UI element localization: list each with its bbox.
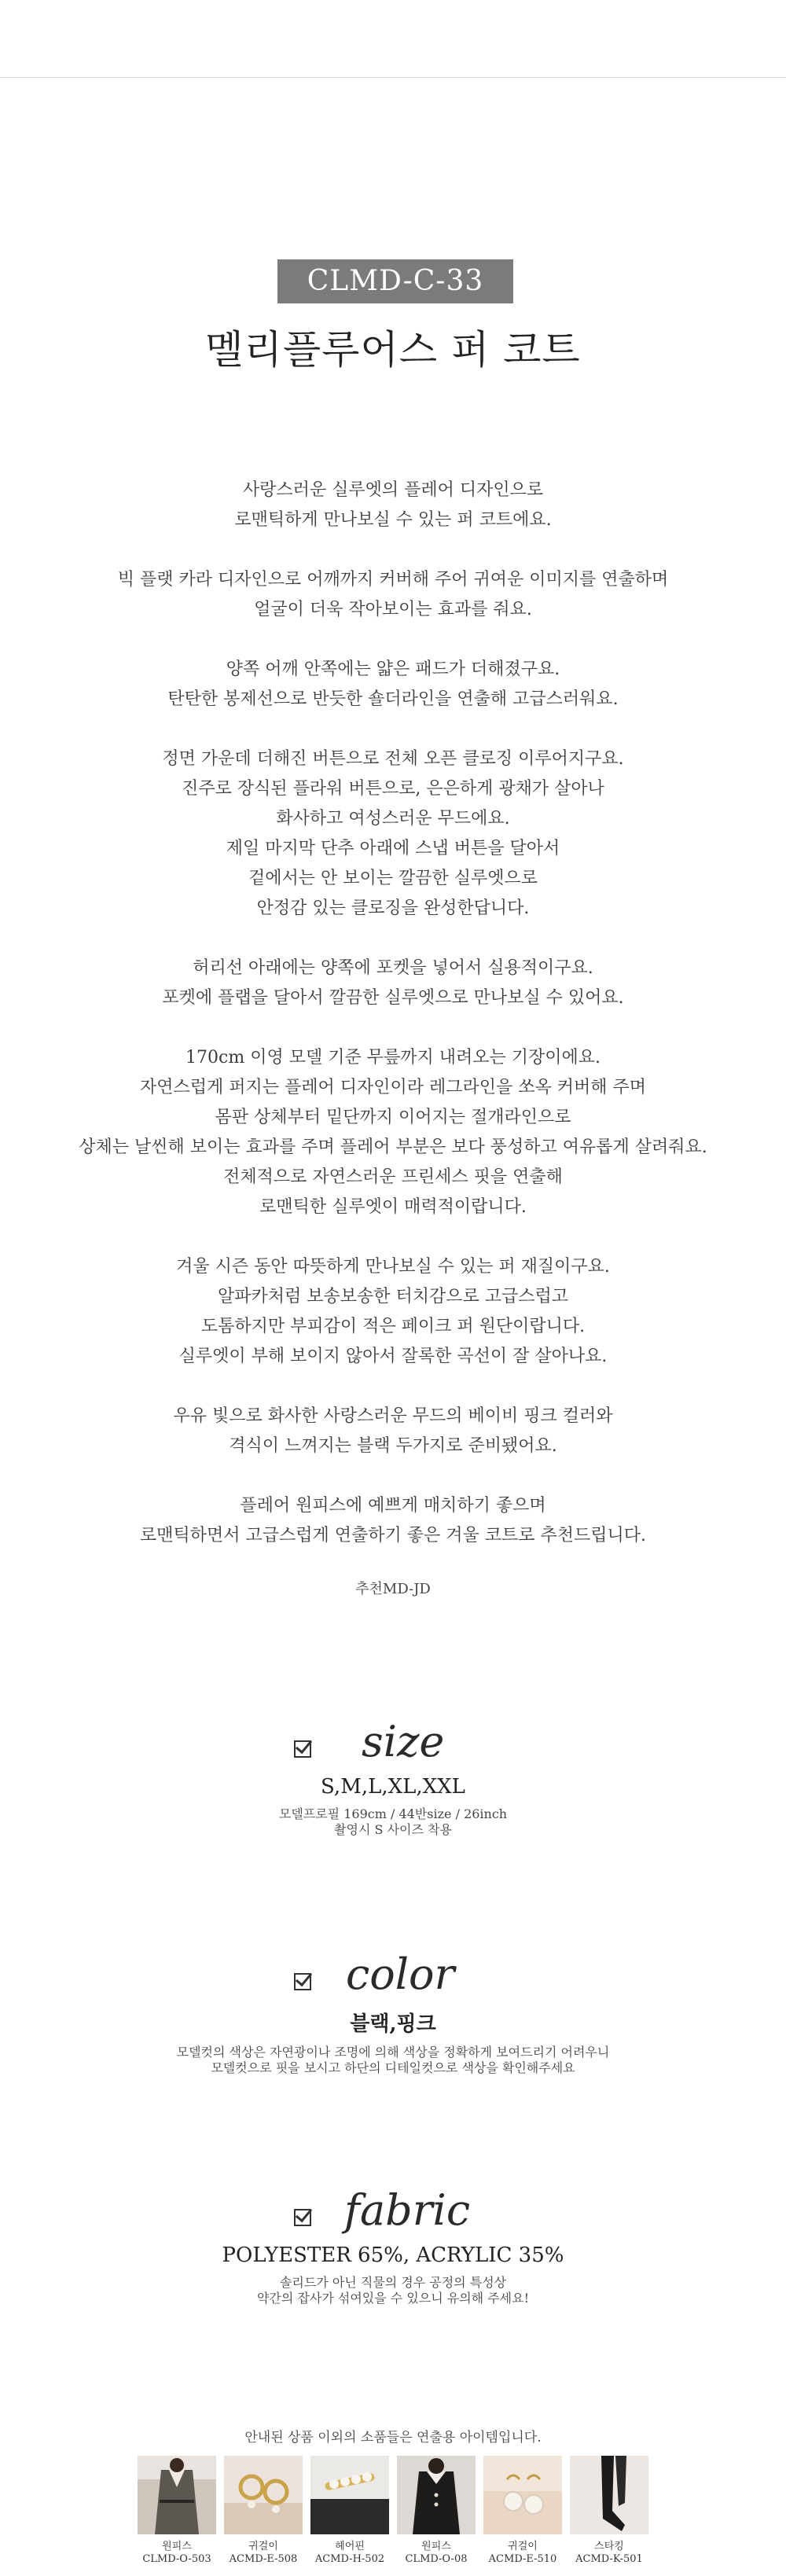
related-item[interactable] — [397, 2456, 476, 2566]
description-paragraph — [0, 655, 786, 715]
top-divider — [0, 77, 786, 78]
description-paragraph — [0, 954, 786, 1013]
description-line: 허리선 아래에는 양쪽에 포켓을 넣어서 실용적이구요. — [193, 958, 593, 978]
size-note: 모델프로필 169cm / 44반size / 26inch — [278, 1806, 508, 1821]
fabric-value: POLYESTER 65%, ACRYLIC 35% — [222, 2243, 564, 2267]
description-line: 포켓에 플랩을 달아서 깔끔한 실루엣으로 만나보실 수 있어요. — [162, 988, 624, 1008]
description-line: 플레어 원피스에 예쁘게 매치하기 좋으며 — [240, 1496, 546, 1516]
fabric-section — [0, 2182, 786, 2306]
fabric-note: 솔리드가 아닌 직물의 경우 공정의 특성상 — [279, 2275, 507, 2290]
description-line: 우유 빛으로 화사한 사랑스러운 무드의 베이비 핑크 컬러와 — [173, 1406, 613, 1426]
description-paragraph — [0, 1491, 786, 1551]
description-line: 알파카처럼 보송보송한 터치감으로 고급스럽고 — [217, 1287, 569, 1306]
pearl-earrings-photo-icon[interactable] — [483, 2456, 562, 2534]
description-paragraph — [0, 1043, 786, 1222]
description-paragraph — [0, 1402, 786, 1461]
props-notice: 안내된 상품 이외의 소품들은 연출용 아이템입니다. — [244, 2430, 542, 2446]
description-line: 양쪽 어깨 안쪽에는 얇은 패드가 더해졌구요. — [226, 660, 560, 679]
related-item[interactable] — [483, 2456, 562, 2566]
description-line: 탄탄한 봉제선으로 반듯한 숄더라인을 연출해 고급스러워요. — [167, 689, 619, 709]
hairpin-photo-icon[interactable] — [310, 2456, 389, 2534]
description-line: 안정감 있는 클로징을 완성한답니다. — [256, 898, 530, 918]
related-item[interactable] — [570, 2456, 648, 2566]
color-value: 블랙,핑크 — [350, 2012, 436, 2036]
color-section — [0, 1946, 786, 2076]
stockings-photo-icon[interactable] — [570, 2456, 648, 2534]
description-paragraph — [0, 1252, 786, 1372]
item-category: 귀걸이 — [508, 2541, 538, 2552]
description-line: 전체적으로 자연스러운 프린세스 핏을 연출해 — [223, 1167, 563, 1187]
description-paragraph — [0, 744, 786, 924]
description-line: 빅 플랫 카라 디자인으로 어깨까지 커버해 주어 귀여운 이미지를 연출하며 — [117, 570, 669, 590]
size-section — [0, 1714, 786, 1838]
related-item[interactable] — [310, 2456, 389, 2566]
description-line: 몸판 상체부터 밑단까지 이어지는 절개라인으로 — [215, 1108, 571, 1127]
description-line: 로맨틱하면서 고급스럽게 연출하기 좋은 겨울 코트로 추천드립니다. — [139, 1526, 646, 1545]
size-note: 촬영시 S 사이즈 착용 — [334, 1822, 452, 1837]
color-label: color — [346, 1949, 455, 1999]
fabric-label: fabric — [344, 2185, 471, 2235]
description-line: 170cm 이영 모델 기준 무릎까지 내려오는 기장이에요. — [185, 1048, 601, 1068]
description-line: 상체는 날씬해 보이는 효과를 주며 플레어 부분은 보다 풍성하고 여유롭게 살려줘요. — [79, 1137, 707, 1157]
description-paragraph — [0, 476, 786, 535]
checkbox-icon — [294, 1973, 311, 1990]
description-line: 격식이 느껴지는 블랙 두가지로 준비됐어요. — [229, 1436, 557, 1456]
item-code: ACMD-E-510 — [488, 2553, 557, 2565]
color-note: 모델컷의 색상은 자연광이나 조명에 의해 색상을 정확하게 보여드리기 어려우니 — [176, 2045, 610, 2060]
description-line: 제일 마지막 단추 아래에 스냅 버튼을 달아서 — [226, 839, 560, 858]
related-item[interactable] — [224, 2456, 303, 2566]
description-line: 도톰하지만 부피감이 적은 페이크 퍼 원단이랍니다. — [200, 1317, 586, 1336]
md-signature: 추천MD-JD — [355, 1581, 431, 1597]
description-line: 사랑스러운 실루엣의 플레어 디자인으로 — [242, 480, 544, 500]
description-line: 실루엣이 부해 보이지 않아서 잘록한 곡선이 잘 살아나요. — [178, 1347, 608, 1366]
tweed-dress-photo-icon[interactable] — [138, 2456, 216, 2534]
product-title: 멜리플루어스 퍼 코트 — [205, 327, 581, 373]
item-category: 원피스 — [162, 2541, 192, 2552]
description-line: 로맨틱한 실루엣이 매력적이랍니다. — [259, 1197, 527, 1217]
description-line: 겨울 시즌 동안 따뜻하게 만나보실 수 있는 퍼 재질이구요. — [176, 1257, 610, 1277]
description-paragraph — [0, 565, 786, 625]
item-code: CLMD-O-503 — [142, 2553, 211, 2565]
black-dress-photo-icon[interactable] — [397, 2456, 476, 2534]
item-category: 헤어핀 — [335, 2541, 365, 2552]
item-code: CLMD-O-08 — [405, 2553, 468, 2565]
item-code: ACMD-H-502 — [314, 2553, 385, 2565]
product-code-badge: CLMD-C-33 — [277, 259, 513, 303]
checkbox-icon — [294, 1740, 311, 1758]
size-label: size — [362, 1717, 445, 1766]
description-line: 정면 가운데 더해진 버튼으로 전체 오픈 클로징 이루어지구요. — [162, 749, 624, 769]
related-item[interactable] — [138, 2456, 216, 2566]
item-code: ACMD-E-508 — [229, 2553, 298, 2565]
color-note: 모델컷으로 핏을 보시고 하단의 디테일컷으로 색상을 확인해주세요 — [211, 2060, 575, 2075]
description-line: 진주로 장식된 플라워 버튼으로, 은은하게 광채가 살아나 — [182, 779, 604, 799]
gold-earrings-photo-icon[interactable] — [224, 2456, 303, 2534]
description-line: 얼굴이 더욱 작아보이는 효과를 줘요. — [254, 600, 532, 619]
description-line: 자연스럽게 퍼지는 플레어 디자인이라 레그라인을 쏘옥 커버해 주며 — [139, 1078, 646, 1097]
fabric-note: 약간의 잡사가 섞여있을 수 있으니 유의해 주세요! — [256, 2291, 530, 2306]
description-line: 로맨틱하게 만나보실 수 있는 퍼 코트에요. — [234, 510, 552, 530]
item-code: ACMD-K-501 — [575, 2553, 643, 2565]
item-category: 스타킹 — [594, 2541, 624, 2552]
item-category: 원피스 — [421, 2541, 451, 2552]
description-line: 화사하고 여성스러운 무드에요. — [276, 809, 510, 829]
item-category: 귀걸이 — [248, 2541, 278, 2552]
description-line: 겉에서는 안 보이는 깔끔한 실루엣으로 — [248, 869, 538, 888]
checkbox-icon — [294, 2209, 311, 2226]
size-value: S,M,L,XL,XXL — [321, 1775, 465, 1799]
product-description — [0, 476, 786, 1601]
